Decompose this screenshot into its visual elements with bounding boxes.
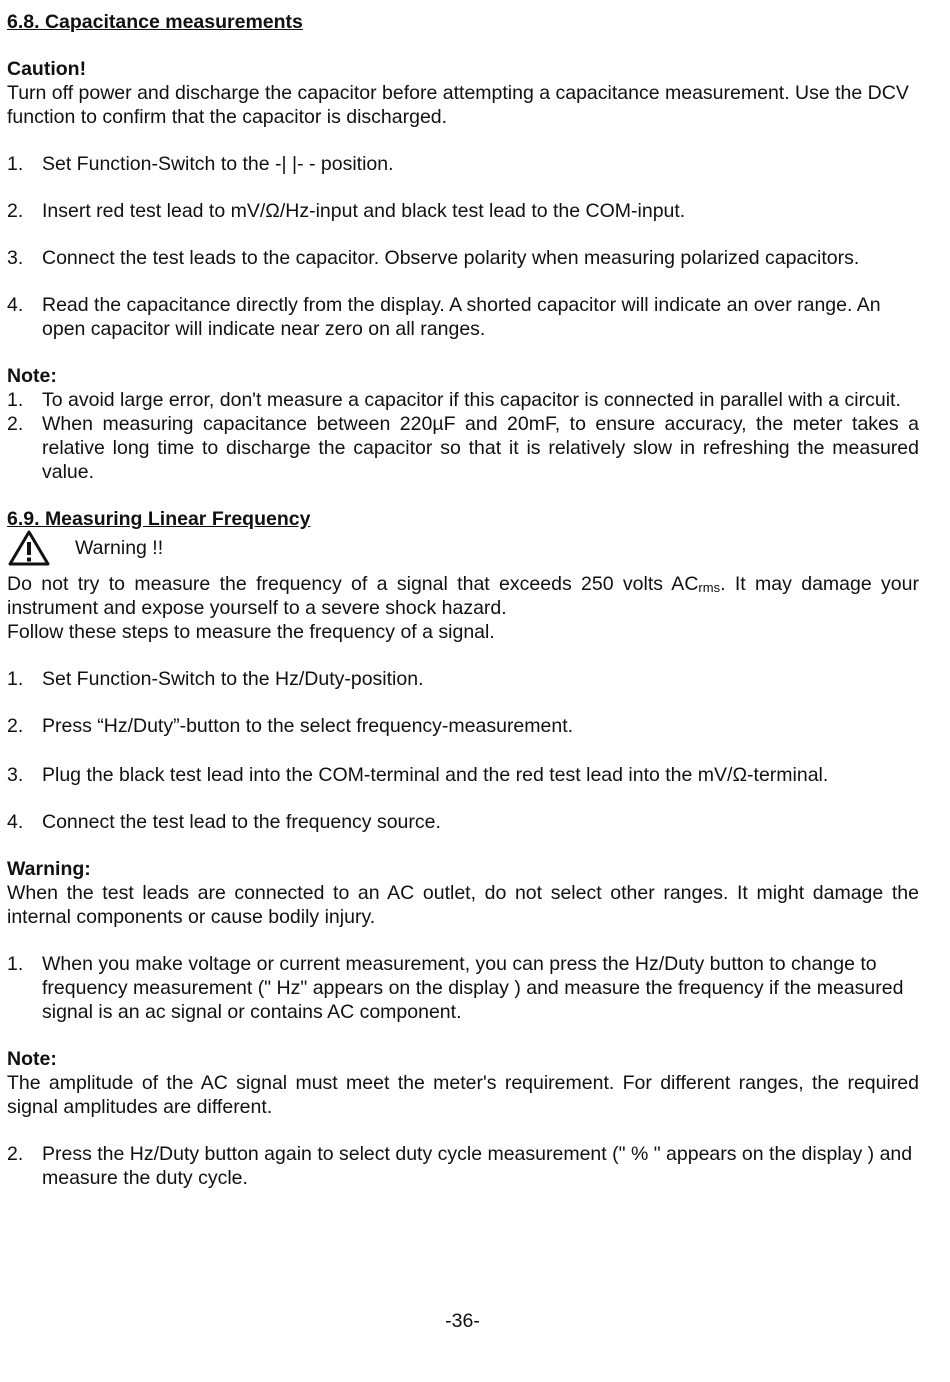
warning-heading-row: [7, 525, 919, 571]
warning-label: Warning:: [7, 858, 91, 880]
frequency-intro-steps: Follow these steps to measure the frequency of a signal.: [7, 621, 495, 643]
section-title-capacitance: 6.8. Capacitance measurements: [7, 11, 303, 33]
warning-heading: Warning !!: [75, 537, 164, 559]
list-item: 1. To avoid large error, don't measure a capacitor if this capacitor is connected in parallel with a circuit.: [7, 389, 901, 411]
list-item: 1. Set Function-Switch to the Hz/Duty-position.: [7, 668, 424, 690]
caution-text: Turn off power and discharge the capacitor before attempting a capacitance measurement. Use the DCV function to confirm that the capacitor is discharged.: [7, 82, 909, 128]
warning-text: When the test leads are connected to an AC outlet, do not select other ranges. It might damage the internal components or cause bodily injury.: [7, 882, 919, 928]
warning-triangle-icon: [7, 529, 51, 567]
list-item: 2. Insert red test lead to mV/Ω/Hz-input and black test lead to the COM-input.: [7, 200, 686, 222]
section-title-frequency: 6.9. Measuring Linear Frequency: [7, 508, 311, 530]
document-page: [7, 10, 919, 1190]
list-item: 2. Press “Hz/Duty”-button to the select frequency-measurement.: [7, 715, 574, 737]
list-item: 2. Press the Hz/Duty button again to select duty cycle measurement (" % " appears on the display ) and measure the duty cycle.: [7, 1143, 913, 1189]
list-item: 4. Read the capacitance directly from the display. A shorted capacitor will indicate an over range. An open capacitor will indicate near zero on all ranges.: [7, 294, 881, 340]
list-item: 3. Plug the black test lead into the COM-terminal and the red test lead into the mV/Ω-terminal.: [7, 764, 829, 786]
list-item: 1. When you make voltage or current measurement, you can press the Hz/Duty button to change to frequency measurement (" Hz" appears on the display ) and measure the frequency if the measured signal is an ac signal or contains AC component.: [7, 953, 904, 1023]
list-item: 4. Connect the test lead to the frequency source.: [7, 811, 441, 833]
frequency-intro: Do not try to measure the frequency of a signal that exceeds 250 volts $AC_{rms}$. It may damage your instrument and expose yourself to a severe shock hazard.: [7, 573, 919, 619]
note-label: Note:: [7, 365, 57, 387]
list-item: 1. Set Function-Switch to the -| |- - position.: [7, 153, 394, 175]
note-label: Note:: [7, 1048, 57, 1070]
list-item: 2. When measuring capacitance between 220µF and 20mF, to ensure accuracy, the meter takes a relative long time to discharge the capacitor so that it is relatively slow in refreshing the measured value.: [7, 413, 919, 483]
list-item: 3. Connect the test leads to the capacitor. Observe polarity when measuring polarized capacitors.: [7, 247, 860, 269]
caution-label: Caution!: [7, 58, 87, 80]
page-number: -36-: [445, 1310, 480, 1332]
note-text: The amplitude of the AC signal must meet the meter's requirement. For different ranges, the required signal amplitudes are different.: [7, 1072, 919, 1118]
